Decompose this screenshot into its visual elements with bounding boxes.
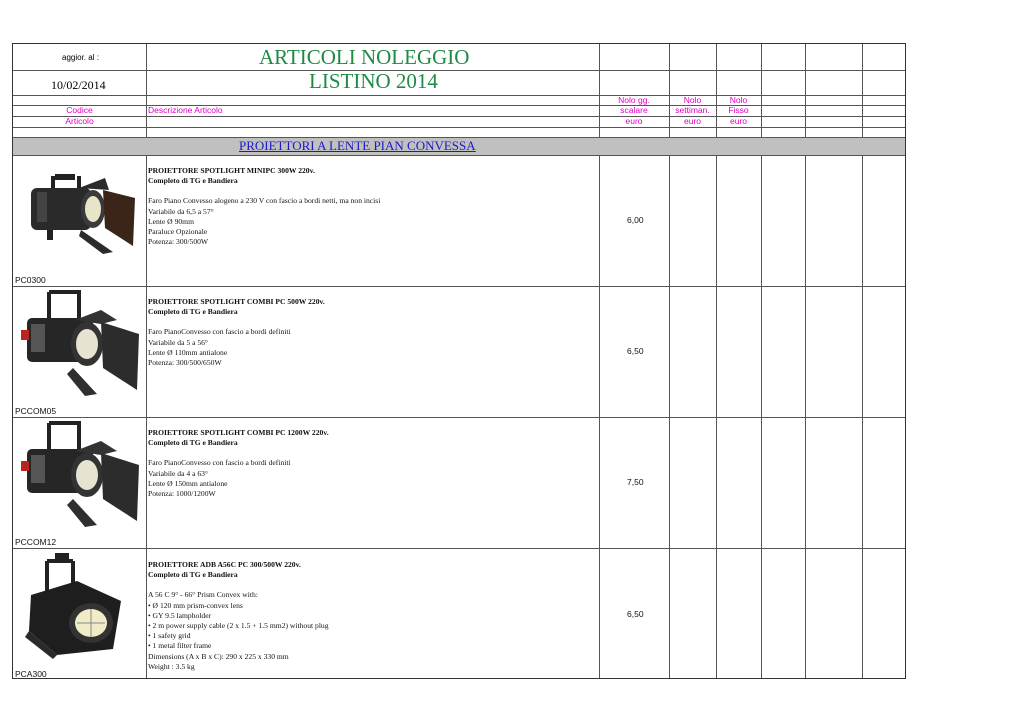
item-code: PCCOM12 (15, 537, 57, 547)
item-description-line: Weight : 3.5 kg (148, 661, 195, 671)
grid-line (13, 286, 905, 287)
item-code: PCA300 (15, 669, 47, 679)
page-subtitle: LISTINO 2014 (309, 69, 438, 93)
item-name: PROIETTORE SPOTLIGHT COMBI PC 1200W 220v. (148, 428, 329, 437)
col-codice: Codice (66, 105, 93, 115)
spotlight-combi-icon (17, 421, 143, 527)
updated-label: aggior. al : (62, 53, 99, 62)
item-description-line: • Ø 120 mm prism-convex lens (148, 600, 243, 610)
item-subtitle: Completo di TG e Bandiera (148, 307, 238, 317)
col-articolo: Articolo (65, 116, 94, 126)
grid-line (13, 417, 905, 418)
item-description-line: A 56 C 9° - 66° Prism Convex with: (148, 590, 258, 600)
item-code: PCCOM05 (15, 406, 57, 416)
grid-line (13, 95, 905, 96)
item-description-line: Potenza: 300/500W (148, 237, 209, 247)
item-price: 6,50 (627, 609, 644, 619)
page-title: ARTICOLI NOLEGGIO (259, 45, 470, 69)
item-description-line: Faro PianoConvesso con fascio a bordi definiti (148, 458, 291, 468)
spotlight-fresnel-icon (17, 160, 143, 255)
item-description-line: Potenza: 300/500/650W (148, 358, 222, 368)
col-nolo-fisso-euro: euro (729, 116, 747, 126)
col-nolo-gg: Nolo gg. (618, 95, 650, 105)
col-nolo-gg-euro: euro (625, 116, 643, 126)
date-value: 10/02/2014 (51, 78, 106, 92)
item-description-line: Dimensions (A x B x C): 290 x 225 x 330 mm (148, 651, 289, 661)
item-name: PROIETTORE ADB A56C PC 300/500W 220v. (148, 560, 301, 569)
spotlight-combi-icon (17, 290, 143, 396)
item-description-line: Faro PianoConvesso con fascio a bordi definiti (148, 327, 291, 337)
item-subtitle: Completo di TG e Bandiera (148, 570, 238, 580)
col-nolo-sett-euro: euro (683, 116, 701, 126)
item-description-line: • 1 safety grid (148, 631, 191, 641)
item-description-line: Paraluce Opzionale (148, 227, 208, 237)
item-description-line: Potenza: 1000/1200W (148, 489, 216, 499)
item-subtitle: Completo di TG e Bandiera (148, 176, 238, 186)
grid-line (13, 127, 905, 128)
col-nolo-sett: Nolo (683, 95, 702, 105)
item-description-line: • GY 9.5 lampholder (148, 610, 212, 620)
item-description-line: Variabile da 6,5 a 57° (148, 206, 214, 216)
item-description-line: Lente Ø 150mm antialone (148, 478, 228, 488)
item-description-line: Lente Ø 110mm antialone (148, 347, 228, 357)
item-description-line: • 1 metal filter frame (148, 641, 212, 651)
grid-line (13, 105, 905, 106)
item-description-line: Faro Piano Convesso alogeno a 230 V con fascio a bordi netti, ma non incisi (148, 196, 381, 206)
item-description-line: Lente Ø 90mm (148, 216, 194, 226)
col-nolo-fisso: Nolo (729, 95, 748, 105)
item-price: 6,00 (627, 215, 644, 225)
col-descrizione: Descrizione Articolo (148, 105, 223, 115)
item-description-line: • 2 m power supply cable (2 x 1.5 + 1.5 mm2) without plug (148, 621, 329, 631)
grid-line (13, 70, 905, 71)
item-code: PC0300 (15, 275, 46, 285)
spotlight-adb-icon (17, 551, 143, 661)
item-name: PROIETTORE SPOTLIGHT MINIPC 300W 220v. (148, 166, 315, 175)
item-subtitle: Completo di TG e Bandiera (148, 438, 238, 448)
grid-line (13, 116, 905, 117)
section-title: PROIETTORI A LENTE PIAN CONVESSA (239, 138, 476, 153)
item-price: 7,50 (627, 477, 644, 487)
item-price: 6,50 (627, 346, 644, 356)
item-name: PROIETTORE SPOTLIGHT COMBI PC 500W 220v. (148, 297, 325, 306)
col-nolo-gg-scalare: scalare (620, 105, 648, 115)
col-nolo-sett-settiman: settiman. (675, 105, 710, 115)
item-description-line: Variabile da 4 a 63° (148, 468, 208, 478)
col-nolo-fisso-fisso: Fisso (728, 105, 749, 115)
price-list-sheet (12, 43, 906, 679)
item-description-line: Variabile da 5 a 56° (148, 337, 208, 347)
grid-line (13, 548, 905, 549)
